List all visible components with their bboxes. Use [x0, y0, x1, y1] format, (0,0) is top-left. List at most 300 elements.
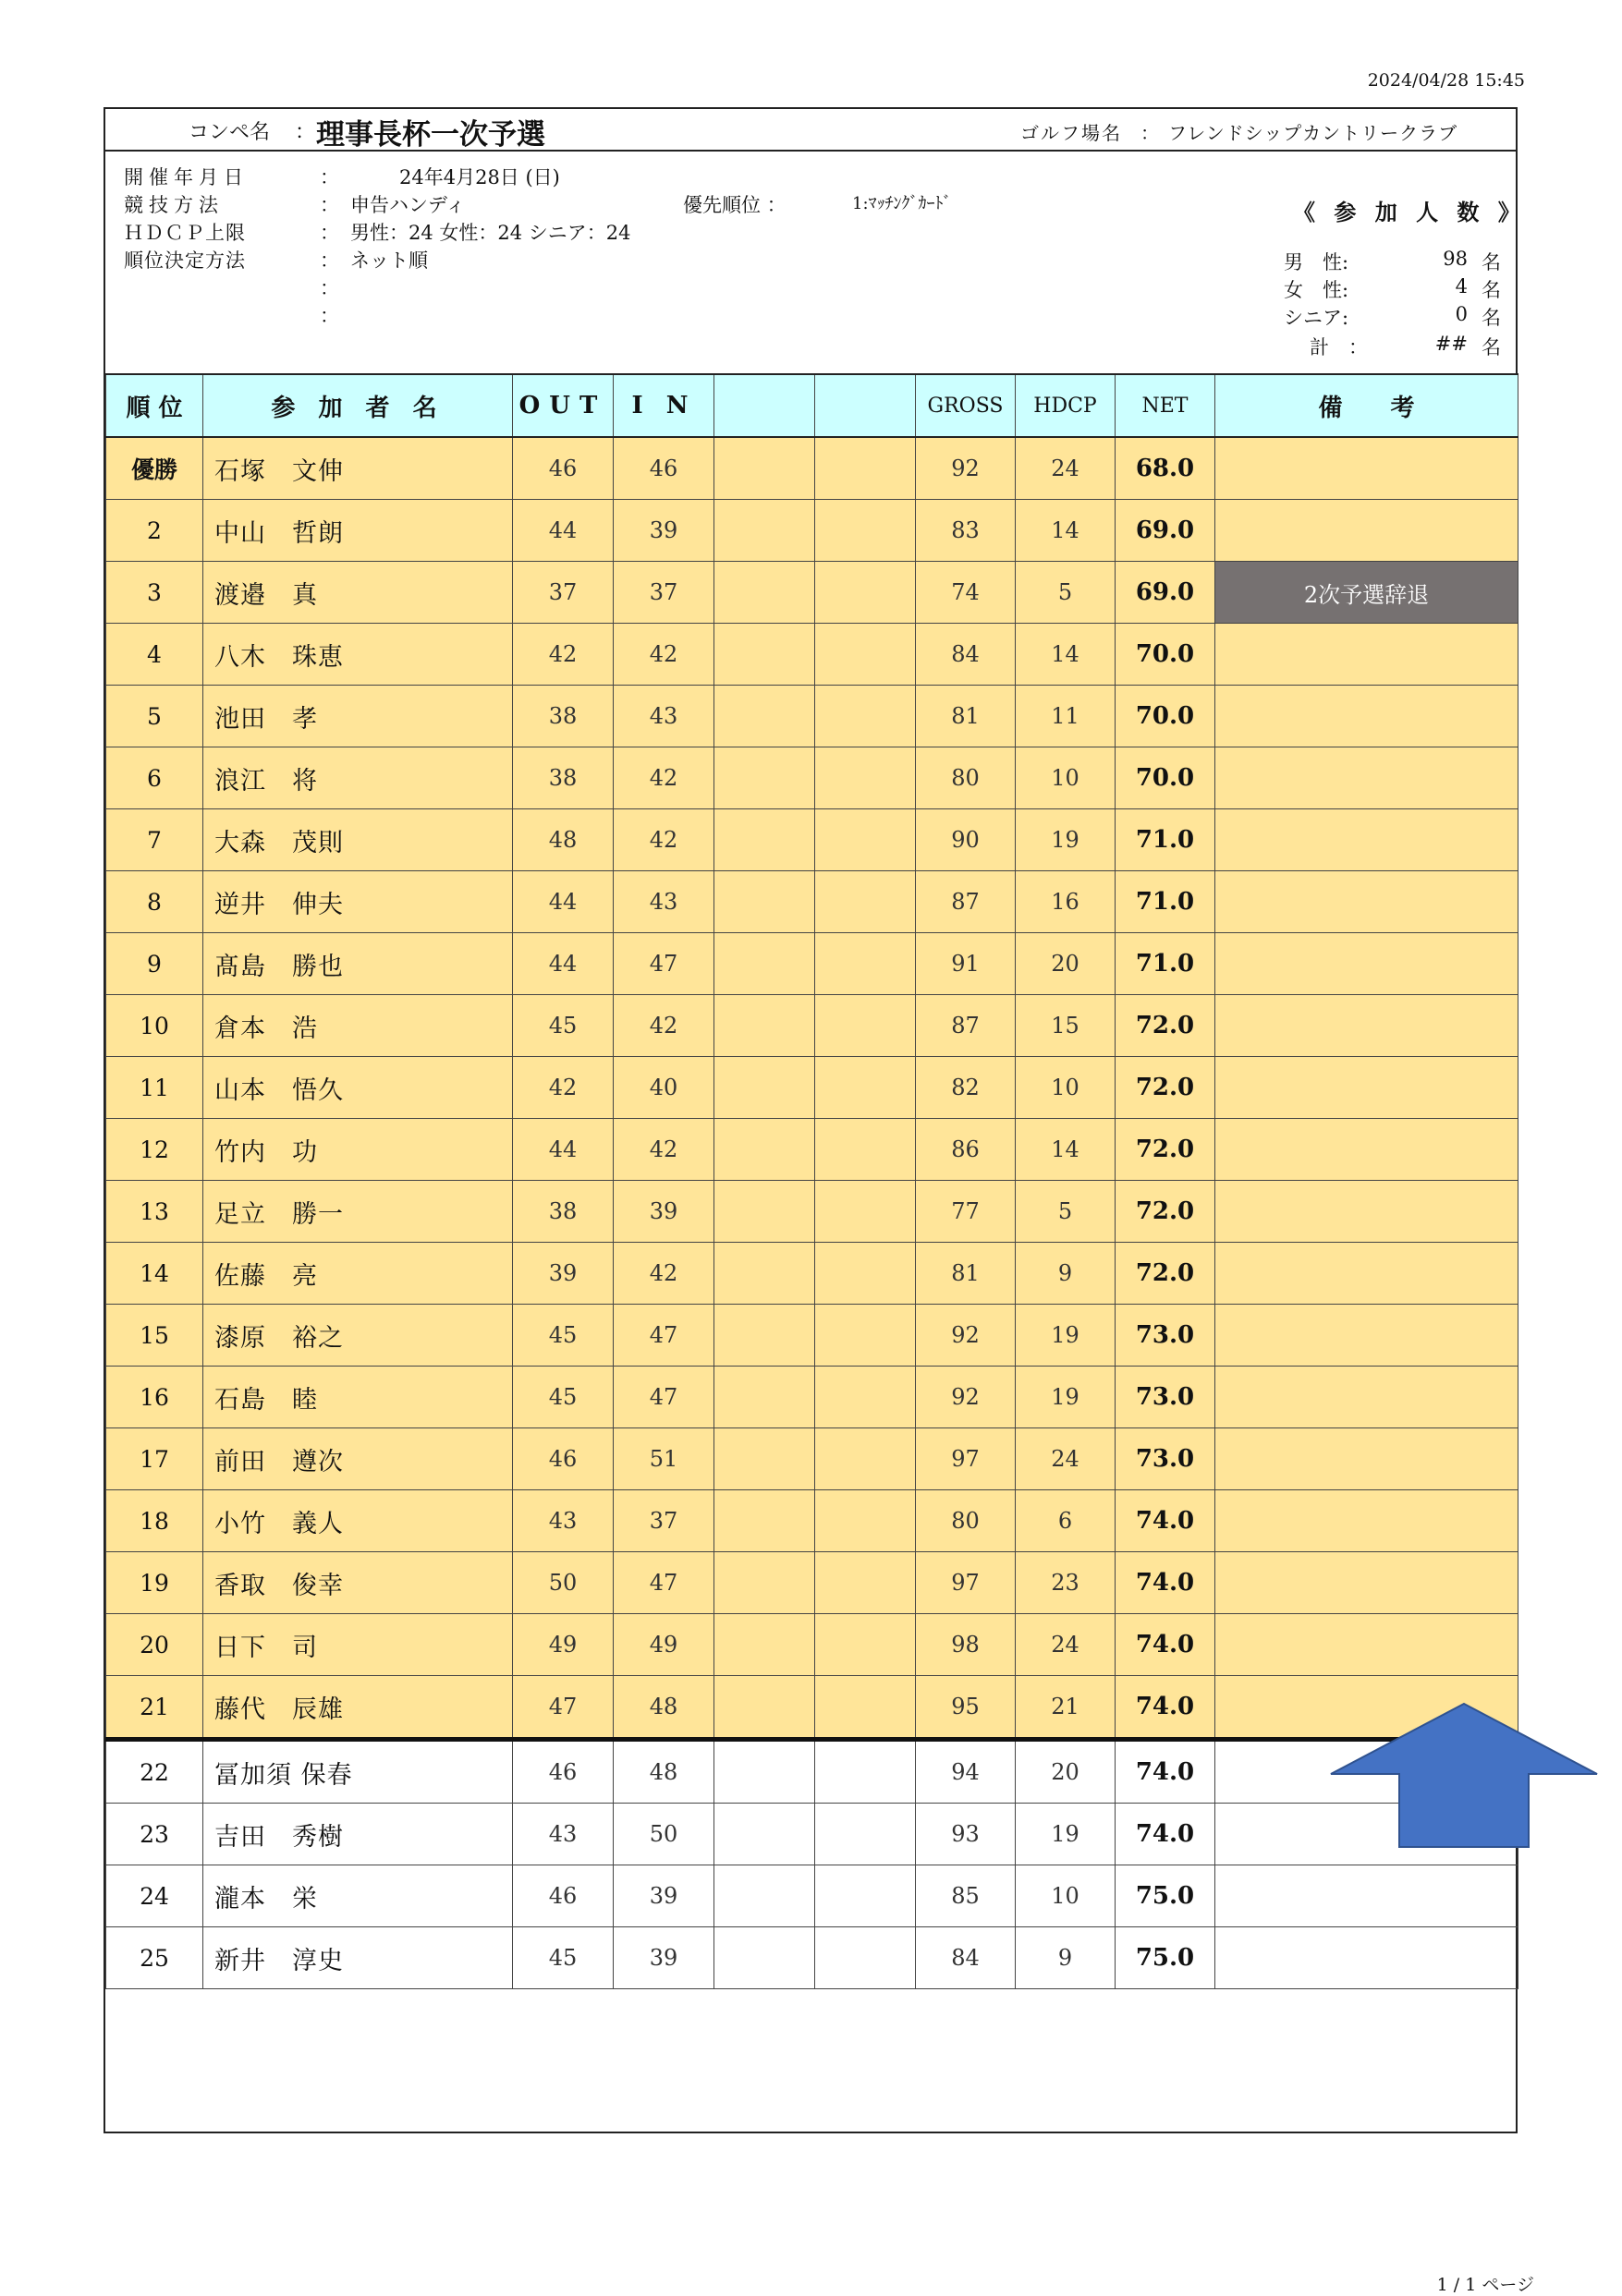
gross-cell: 86 [916, 1119, 1016, 1181]
competition-info [105, 152, 1526, 373]
male-count: 98 [1443, 248, 1468, 270]
out-cell: 48 [513, 809, 614, 871]
gross-cell: 87 [916, 871, 1016, 933]
senior-unit: 名 [1482, 307, 1501, 329]
results-body [106, 437, 1518, 1989]
net-cell: 74.0 [1116, 1490, 1215, 1552]
rank-cell: 15 [106, 1305, 203, 1367]
total-unit: 名 [1482, 336, 1501, 358]
in-cell: 39 [614, 500, 714, 562]
net-cell: 75.0 [1116, 1927, 1215, 1989]
blank-cell [714, 1367, 815, 1428]
gross-cell: 84 [916, 1927, 1016, 1989]
in-cell: 47 [614, 1305, 714, 1367]
name-cell: 漆原 裕之 [203, 1305, 513, 1367]
in-cell: 46 [614, 437, 714, 500]
table-row [106, 686, 1518, 747]
hdcp-cell: 24 [1016, 1614, 1116, 1676]
blank-cell [815, 1927, 916, 1989]
blank-cell [815, 1428, 916, 1490]
in-cell: 48 [614, 1676, 714, 1740]
in-cell: 42 [614, 747, 714, 809]
note-cell [1215, 1119, 1518, 1181]
rank-cell: 21 [106, 1676, 203, 1740]
rank-cell: 7 [106, 809, 203, 871]
table-row [106, 933, 1518, 995]
header-rank: 順 位 [106, 374, 203, 437]
gross-cell: 84 [916, 624, 1016, 686]
hdcp-cell: 19 [1016, 1367, 1116, 1428]
header-gross: GROSS [916, 374, 1016, 437]
header-net: NET [1116, 374, 1215, 437]
name-cell: 日下 司 [203, 1614, 513, 1676]
name-cell: 渡邉 真 [203, 562, 513, 624]
in-cell: 50 [614, 1804, 714, 1865]
blank-cell [815, 1367, 916, 1428]
rank-cell: 12 [106, 1119, 203, 1181]
net-cell: 74.0 [1116, 1552, 1215, 1614]
female-label: 女 性: [1284, 279, 1349, 301]
blank-cell [815, 500, 916, 562]
rank-cell: 8 [106, 871, 203, 933]
name-cell: 冨加須 保春 [203, 1740, 513, 1804]
net-cell: 72.0 [1116, 1119, 1215, 1181]
table-header-row [106, 374, 1518, 437]
rank-cell: 23 [106, 1804, 203, 1865]
net-cell: 72.0 [1116, 1181, 1215, 1243]
hdcp-cell: 16 [1016, 871, 1116, 933]
name-cell: 八木 珠恵 [203, 624, 513, 686]
net-cell: 71.0 [1116, 809, 1215, 871]
hdcp-cell: 14 [1016, 624, 1116, 686]
table-row [106, 1305, 1518, 1367]
name-cell: 大森 茂則 [203, 809, 513, 871]
gross-cell: 97 [916, 1428, 1016, 1490]
page-number: 1 / 1 ページ [1436, 2275, 1534, 2295]
note-cell [1215, 1927, 1518, 1989]
blank-cell [714, 624, 815, 686]
blank-cell [714, 1119, 815, 1181]
table-row [106, 1428, 1518, 1490]
blank-cell [714, 1057, 815, 1119]
rank-cell: 5 [106, 686, 203, 747]
table-row [106, 747, 1518, 809]
total-count: ## [1434, 333, 1468, 355]
blank-cell [714, 500, 815, 562]
name-cell: 浪江 将 [203, 747, 513, 809]
blank-cell [815, 1865, 916, 1927]
rank-cell: 優勝 [106, 437, 203, 500]
name-cell: 髙島 勝也 [203, 933, 513, 995]
name-cell: 前田 遵次 [203, 1428, 513, 1490]
in-cell: 43 [614, 686, 714, 747]
table-row [106, 1057, 1518, 1119]
blank-cell [714, 995, 815, 1057]
name-cell: 池田 孝 [203, 686, 513, 747]
note-cell [1215, 1057, 1518, 1119]
blank-cell [815, 1740, 916, 1804]
header-blank-1 [714, 374, 815, 437]
blank-cell [815, 1804, 916, 1865]
blank-cell [815, 1305, 916, 1367]
note-cell [1215, 747, 1518, 809]
out-cell: 45 [513, 1367, 614, 1428]
gross-cell: 85 [916, 1865, 1016, 1927]
header-in: I N [614, 374, 714, 437]
table-row [106, 1367, 1518, 1428]
net-cell: 73.0 [1116, 1428, 1215, 1490]
blank-cell [714, 1740, 815, 1804]
blank-cell [815, 437, 916, 500]
net-cell: 70.0 [1116, 624, 1215, 686]
results-sheet [104, 107, 1526, 2133]
note-cell [1215, 1367, 1518, 1428]
table-row [106, 562, 1518, 624]
total-label: 計 ： [1310, 336, 1368, 358]
blank-cell [815, 809, 916, 871]
gross-cell: 81 [916, 1243, 1016, 1305]
blank-cell [714, 562, 815, 624]
table-row [106, 1490, 1518, 1552]
blank-cell [714, 1676, 815, 1740]
method-colon: ： [320, 194, 339, 216]
hdcp-cell: 11 [1016, 686, 1116, 747]
blank-cell [815, 562, 916, 624]
table-row [106, 1676, 1518, 1740]
competition-colon: ： [295, 121, 316, 144]
blank-cell [714, 437, 815, 500]
blank-cell [815, 1119, 916, 1181]
header-out: OUT [513, 374, 614, 437]
blank-cell [714, 1305, 815, 1367]
blank-cell [714, 1490, 815, 1552]
table-row [106, 871, 1518, 933]
rank-cell: 18 [106, 1490, 203, 1552]
blank-cell [714, 1552, 815, 1614]
net-cell: 73.0 [1116, 1367, 1215, 1428]
blank-cell [714, 1181, 815, 1243]
gross-cell: 82 [916, 1057, 1016, 1119]
gross-cell: 95 [916, 1676, 1016, 1740]
in-cell: 37 [614, 562, 714, 624]
out-cell: 46 [513, 1865, 614, 1927]
rank-cell: 14 [106, 1243, 203, 1305]
name-cell: 小竹 義人 [203, 1490, 513, 1552]
blank-cell [815, 1181, 916, 1243]
competition-label: コンペ名 [189, 121, 271, 144]
rank-cell: 16 [106, 1367, 203, 1428]
in-cell: 39 [614, 1865, 714, 1927]
out-cell: 45 [513, 1305, 614, 1367]
gross-cell: 93 [916, 1804, 1016, 1865]
rank-cell: 3 [106, 562, 203, 624]
table-row [106, 437, 1518, 500]
female-unit: 名 [1482, 279, 1501, 301]
table-row [106, 1804, 1518, 1865]
table-row [106, 1552, 1518, 1614]
out-cell: 44 [513, 933, 614, 995]
table-blank-footer [106, 1989, 1518, 2127]
course-colon: ： [1140, 122, 1159, 144]
hdcp-cell: 6 [1016, 1490, 1116, 1552]
header-hdcp: HDCP [1016, 374, 1116, 437]
in-cell: 47 [614, 1367, 714, 1428]
rank-cell: 6 [106, 747, 203, 809]
out-cell: 47 [513, 1676, 614, 1740]
note-cell [1215, 1614, 1518, 1676]
male-unit: 名 [1482, 251, 1501, 273]
in-cell: 42 [614, 1243, 714, 1305]
hdcp-cell: 24 [1016, 1428, 1116, 1490]
method-label: 競技方法 [124, 194, 224, 216]
out-cell: 38 [513, 747, 614, 809]
blank-cell [815, 1552, 916, 1614]
blank-cell [815, 624, 916, 686]
hdcp-cell: 15 [1016, 995, 1116, 1057]
in-cell: 42 [614, 809, 714, 871]
net-cell: 73.0 [1116, 1305, 1215, 1367]
note-cell [1215, 933, 1518, 995]
out-cell: 49 [513, 1614, 614, 1676]
net-cell: 74.0 [1116, 1614, 1215, 1676]
gross-cell: 92 [916, 1305, 1016, 1367]
hdcp-cell: 24 [1016, 437, 1116, 500]
out-cell: 42 [513, 1057, 614, 1119]
out-cell: 46 [513, 437, 614, 500]
gross-cell: 77 [916, 1181, 1016, 1243]
out-cell: 45 [513, 1927, 614, 1989]
priority-label: 優先順位 ： [683, 194, 787, 216]
net-cell: 74.0 [1116, 1740, 1215, 1804]
in-cell: 49 [614, 1614, 714, 1676]
hdcp-limit-label: ＨＤＣＰ上限 [124, 222, 246, 244]
out-cell: 43 [513, 1490, 614, 1552]
name-cell: 倉本 浩 [203, 995, 513, 1057]
method-value: 申告ハンディ [350, 194, 466, 216]
hdcp-cell: 19 [1016, 1804, 1116, 1865]
net-cell: 69.0 [1116, 500, 1215, 562]
blank-cell [815, 1243, 916, 1305]
hdcp-cell: 10 [1016, 1057, 1116, 1119]
priority-value: 1:ﾏｯﾁﾝｸﾞｶｰﾄﾞ [852, 194, 952, 213]
rank-cell: 24 [106, 1865, 203, 1927]
participants-title: 《 参 加 人 数 》 [1293, 199, 1526, 225]
blank-colon-1: ： [320, 277, 339, 299]
blank-cell [714, 1614, 815, 1676]
note-cell [1215, 624, 1518, 686]
net-cell: 75.0 [1116, 1865, 1215, 1927]
blank-cell [714, 1865, 815, 1927]
gross-cell: 80 [916, 1490, 1016, 1552]
rank-cell: 22 [106, 1740, 203, 1804]
blank-cell [815, 1490, 916, 1552]
gross-cell: 97 [916, 1552, 1016, 1614]
hdcp-limit-value: 男性：24 女性：24 シニア：24 [350, 222, 631, 244]
in-cell: 47 [614, 1552, 714, 1614]
rank-cell: 10 [106, 995, 203, 1057]
header-note: 備 考 [1215, 374, 1518, 437]
hdcp-cell: 5 [1016, 1181, 1116, 1243]
blank-cell [714, 1243, 815, 1305]
gross-cell: 91 [916, 933, 1016, 995]
name-cell: 足立 勝一 [203, 1181, 513, 1243]
blank-cell [714, 1927, 815, 1989]
blank-cell [714, 871, 815, 933]
note-cell [1215, 809, 1518, 871]
rank-cell: 11 [106, 1057, 203, 1119]
blank-cell [714, 686, 815, 747]
in-cell: 48 [614, 1740, 714, 1804]
name-cell: 山本 悟久 [203, 1057, 513, 1119]
blank-cell [714, 1804, 815, 1865]
rank-cell: 19 [106, 1552, 203, 1614]
header-blank-2 [815, 374, 916, 437]
header-name: 参 加 者 名 [203, 374, 513, 437]
blank-cell [714, 1428, 815, 1490]
in-cell: 39 [614, 1181, 714, 1243]
note-cell [1215, 437, 1518, 500]
gross-cell: 90 [916, 809, 1016, 871]
hdcp-cell: 10 [1016, 1865, 1116, 1927]
in-cell: 51 [614, 1428, 714, 1490]
senior-count: 0 [1455, 303, 1468, 325]
in-cell: 40 [614, 1057, 714, 1119]
name-cell: 吉田 秀樹 [203, 1804, 513, 1865]
hdcp-cell: 21 [1016, 1676, 1116, 1740]
date-value: 24年4月28日 (日) [399, 166, 560, 188]
note-cell [1215, 1865, 1518, 1927]
blank-cell [714, 809, 815, 871]
out-cell: 45 [513, 995, 614, 1057]
net-cell: 71.0 [1116, 933, 1215, 995]
rank-cell: 20 [106, 1614, 203, 1676]
gross-cell: 94 [916, 1740, 1016, 1804]
hdcp-cell: 19 [1016, 809, 1116, 871]
out-cell: 50 [513, 1552, 614, 1614]
in-cell: 43 [614, 871, 714, 933]
hdcp-cell: 9 [1016, 1243, 1116, 1305]
blank-cell [714, 933, 815, 995]
name-cell: 石塚 文伸 [203, 437, 513, 500]
note-cell [1215, 1490, 1518, 1552]
net-cell: 72.0 [1116, 1243, 1215, 1305]
note-cell [1215, 1243, 1518, 1305]
name-cell: 新井 淳史 [203, 1927, 513, 1989]
blank-cell [815, 933, 916, 995]
blank-cell [714, 747, 815, 809]
gross-cell: 81 [916, 686, 1016, 747]
blank-cell [815, 995, 916, 1057]
name-cell: 逆井 伸夫 [203, 871, 513, 933]
hdcp-cell: 5 [1016, 562, 1116, 624]
up-arrow-icon [1327, 1702, 1601, 1849]
note-cell [1215, 500, 1518, 562]
table-row [106, 1927, 1518, 1989]
net-cell: 72.0 [1116, 995, 1215, 1057]
table-row [106, 624, 1518, 686]
gross-cell: 92 [916, 437, 1016, 500]
name-cell: 中山 哲朗 [203, 500, 513, 562]
table-row [106, 995, 1518, 1057]
table-row [106, 1614, 1518, 1676]
in-cell: 37 [614, 1490, 714, 1552]
out-cell: 37 [513, 562, 614, 624]
net-cell: 70.0 [1116, 747, 1215, 809]
blank-cell [815, 1614, 916, 1676]
blank-cell [815, 686, 916, 747]
net-cell: 74.0 [1116, 1804, 1215, 1865]
blank-cell [815, 747, 916, 809]
out-cell: 43 [513, 1804, 614, 1865]
hdcp-cell: 19 [1016, 1305, 1116, 1367]
note-cell [1215, 686, 1518, 747]
out-cell: 38 [513, 686, 614, 747]
net-cell: 70.0 [1116, 686, 1215, 747]
rank-cell: 17 [106, 1428, 203, 1490]
table-row [106, 1740, 1518, 1804]
name-cell: 佐藤 亮 [203, 1243, 513, 1305]
name-cell: 石島 睦 [203, 1367, 513, 1428]
out-cell: 44 [513, 500, 614, 562]
table-row [106, 1243, 1518, 1305]
print-timestamp: 2024/04/28 15:45 [1367, 70, 1525, 91]
out-cell: 44 [513, 871, 614, 933]
in-cell: 42 [614, 995, 714, 1057]
course-label: ゴルフ場名 [1020, 122, 1122, 144]
net-cell: 69.0 [1116, 562, 1215, 624]
table-row [106, 1865, 1518, 1927]
senior-label: シニア: [1284, 307, 1349, 329]
table-row [106, 809, 1518, 871]
note-cell [1215, 995, 1518, 1057]
blank-cell [815, 1676, 916, 1740]
note-cell: 2次予選辞退 [1215, 562, 1518, 624]
name-cell: 香取 俊幸 [203, 1552, 513, 1614]
net-cell: 72.0 [1116, 1057, 1215, 1119]
rank-cell: 2 [106, 500, 203, 562]
rank-cell: 4 [106, 624, 203, 686]
in-cell: 39 [614, 1927, 714, 1989]
note-cell [1215, 871, 1518, 933]
ranking-method-value: ネット順 [350, 249, 428, 272]
hdcp-cell: 9 [1016, 1927, 1116, 1989]
gross-cell: 83 [916, 500, 1016, 562]
out-cell: 46 [513, 1428, 614, 1490]
hdcp-cell: 14 [1016, 1119, 1116, 1181]
out-cell: 46 [513, 1740, 614, 1804]
ranking-method-colon: ： [320, 249, 339, 272]
course-name: フレンドシップカントリークラブ [1168, 122, 1458, 144]
rank-cell: 9 [106, 933, 203, 995]
ranking-method-label: 順位決定方法 [124, 249, 246, 272]
out-cell: 42 [513, 624, 614, 686]
blank-cell [815, 871, 916, 933]
name-cell: 瀧本 栄 [203, 1865, 513, 1927]
out-cell: 38 [513, 1181, 614, 1243]
hdcp-cell: 20 [1016, 933, 1116, 995]
results-table [105, 373, 1518, 2126]
competition-name: 理事長杯一次予選 [316, 118, 545, 152]
out-cell: 39 [513, 1243, 614, 1305]
male-label: 男 性: [1284, 251, 1349, 273]
hdcp-cell: 23 [1016, 1552, 1116, 1614]
gross-cell: 98 [916, 1614, 1016, 1676]
hdcp-limit-colon: ： [320, 222, 339, 244]
note-cell [1215, 1181, 1518, 1243]
female-count: 4 [1455, 275, 1468, 298]
in-cell: 42 [614, 1119, 714, 1181]
out-cell: 44 [513, 1119, 614, 1181]
